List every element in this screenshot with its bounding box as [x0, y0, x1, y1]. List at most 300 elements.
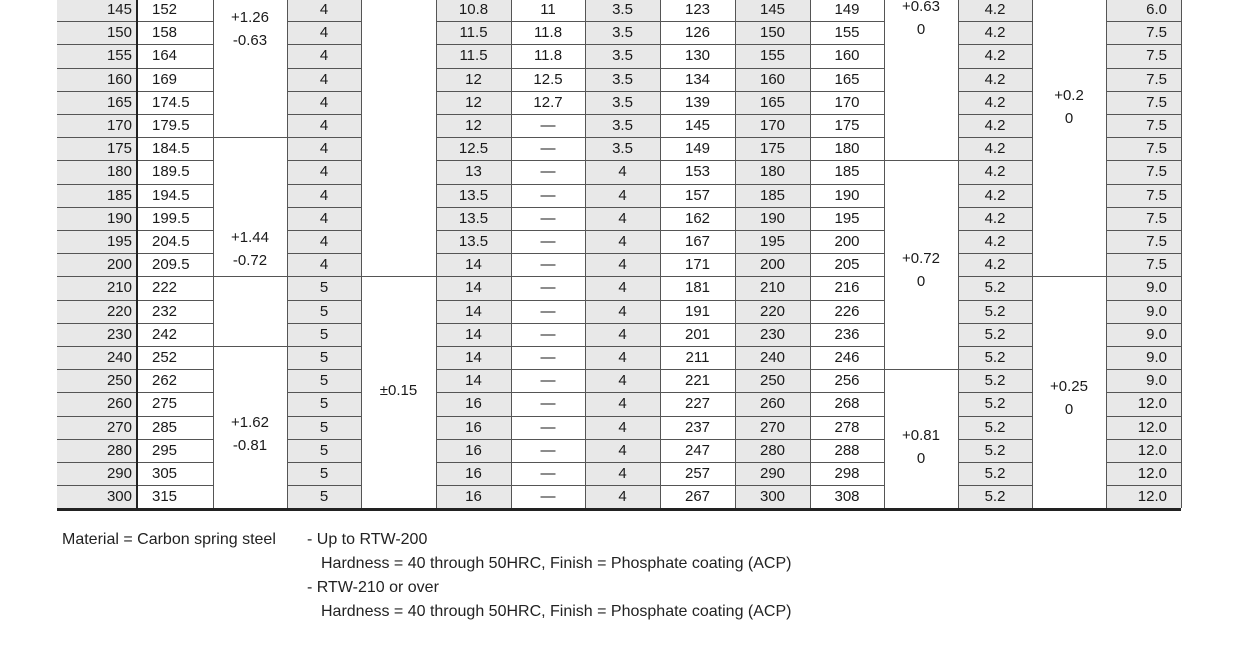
table-cell: 195	[759, 233, 786, 250]
table-cell: 288	[834, 441, 860, 459]
row-rule	[511, 230, 585, 231]
table-cell: 195	[106, 233, 132, 250]
table-cell: 11.8	[533, 24, 563, 42]
table-cell: 236	[834, 325, 860, 343]
row-rule	[137, 276, 213, 277]
table-cell: 170	[106, 117, 132, 134]
row-rule	[1106, 416, 1181, 417]
table-cell: 170	[759, 117, 786, 134]
table-cell: 7.5	[1146, 163, 1167, 181]
table-cell: 184.5	[152, 140, 190, 158]
table-cell: 149	[834, 1, 860, 18]
row-rule	[958, 253, 1032, 254]
table-cell: 305	[152, 465, 178, 482]
row-rule	[137, 21, 213, 22]
table-cell: 5	[319, 488, 329, 506]
table-cell: 14	[465, 349, 482, 366]
table-cell: 242	[152, 325, 178, 343]
row-rule	[810, 439, 884, 440]
table-cell: 3.5	[612, 47, 633, 65]
table-cell: 4	[618, 441, 627, 459]
row-rule	[810, 485, 884, 486]
row-rule	[57, 369, 137, 370]
row-rule	[735, 300, 810, 301]
row-rule	[436, 439, 511, 440]
row-rule	[660, 276, 735, 277]
row-rule	[436, 346, 511, 347]
tolerance-groove-lower: 0	[916, 450, 926, 467]
table-cell: 190	[834, 186, 860, 204]
table-cell: 268	[834, 395, 860, 413]
row-rule	[660, 485, 735, 486]
table-cell: 12	[465, 117, 482, 134]
row-rule	[57, 439, 137, 440]
row-rule	[958, 369, 1032, 370]
row-rule	[511, 114, 585, 115]
table-cell: 237	[684, 418, 711, 436]
table-cell: 194.5	[152, 186, 190, 204]
row-rule	[585, 91, 660, 92]
row-rule	[810, 21, 884, 22]
tolerance-groove-upper: +0.63	[902, 0, 940, 15]
row-rule	[511, 184, 585, 185]
group-rule	[213, 137, 287, 138]
table-cell: 262	[152, 372, 178, 390]
group-rule	[884, 369, 958, 370]
tolerance-groove-lower: 0	[916, 21, 926, 38]
row-rule	[137, 416, 213, 417]
table-cell: 256	[834, 372, 860, 390]
row-rule	[511, 160, 585, 161]
row-rule	[585, 346, 660, 347]
row-rule	[1106, 346, 1181, 347]
row-rule	[660, 68, 735, 69]
row-rule	[1106, 369, 1181, 370]
row-rule	[511, 462, 585, 463]
table-cell: 4.2	[984, 233, 1006, 250]
table-cell: 11.5	[459, 24, 488, 42]
table-cell: 278	[834, 418, 860, 436]
row-rule	[137, 68, 213, 69]
table-cell: 171	[684, 256, 711, 274]
row-rule	[511, 68, 585, 69]
row-rule	[57, 276, 137, 277]
row-rule	[958, 462, 1032, 463]
row-rule	[958, 44, 1032, 45]
table-cell: 4	[618, 163, 627, 181]
row-rule	[585, 184, 660, 185]
row-rule	[810, 300, 884, 301]
table-cell: 12	[465, 70, 482, 88]
row-rule	[57, 184, 137, 185]
row-rule	[436, 462, 511, 463]
table-cell: 14	[465, 325, 482, 343]
table-cell: —	[540, 279, 556, 297]
table-cell: 4.2	[984, 117, 1006, 134]
row-rule	[1106, 392, 1181, 393]
table-cell: 4	[319, 140, 329, 158]
row-rule	[585, 230, 660, 231]
table-cell: 14	[465, 256, 482, 274]
row-rule	[511, 91, 585, 92]
table-cell: 7.5	[1146, 233, 1167, 250]
table-cell: 162	[684, 209, 711, 227]
table-cell: 12.5	[458, 140, 489, 158]
table-cell: 165	[759, 93, 786, 111]
row-rule	[137, 137, 213, 138]
row-rule	[735, 44, 810, 45]
table-cell: 267	[684, 488, 711, 506]
table-cell: 5.2	[984, 465, 1006, 482]
table-cell: 134	[684, 70, 711, 88]
table-cell: 4	[618, 186, 627, 204]
row-rule	[660, 21, 735, 22]
row-rule	[958, 137, 1032, 138]
table-cell: 298	[834, 465, 860, 482]
table-cell: 175	[834, 117, 860, 134]
table-cell: 220	[759, 302, 786, 320]
table-cell: 205	[834, 256, 860, 274]
row-rule	[810, 137, 884, 138]
row-rule	[735, 369, 810, 370]
table-cell: 12.0	[1137, 441, 1167, 459]
group-rule	[884, 160, 958, 161]
table-cell: 4	[319, 24, 329, 42]
table-cell: 167	[684, 233, 711, 250]
table-cell: 4.2	[984, 1, 1006, 18]
row-rule	[958, 392, 1032, 393]
table-cell: —	[540, 465, 556, 482]
row-rule	[1106, 462, 1181, 463]
row-rule	[511, 253, 585, 254]
table-cell: 16	[465, 465, 482, 482]
table-cell: 4	[618, 418, 627, 436]
row-rule	[958, 323, 1032, 324]
row-rule	[660, 184, 735, 185]
row-rule	[137, 392, 213, 393]
row-rule	[287, 300, 361, 301]
table-cell: 4.2	[984, 70, 1006, 88]
table-cell: 280	[106, 441, 132, 459]
table-cell: 190	[106, 209, 132, 227]
table-cell: 240	[106, 349, 132, 366]
row-rule	[511, 392, 585, 393]
table-cell: 179.5	[152, 117, 190, 134]
row-rule	[287, 392, 361, 393]
row-rule	[660, 160, 735, 161]
row-rule	[735, 392, 810, 393]
material-note: Material = Carbon spring steel	[62, 531, 276, 548]
row-rule	[735, 230, 810, 231]
row-rule	[958, 230, 1032, 231]
row-rule	[511, 416, 585, 417]
row-rule	[958, 207, 1032, 208]
row-rule	[57, 21, 137, 22]
row-rule	[57, 346, 137, 347]
row-rule	[436, 21, 511, 22]
row-rule	[1106, 300, 1181, 301]
row-rule	[958, 485, 1032, 486]
row-rule	[585, 462, 660, 463]
row-rule	[585, 323, 660, 324]
row-rule	[1106, 44, 1181, 45]
row-rule	[436, 369, 511, 370]
row-rule	[511, 300, 585, 301]
table-cell: 5.2	[984, 372, 1006, 390]
row-rule	[735, 462, 810, 463]
row-rule	[436, 416, 511, 417]
row-rule	[810, 392, 884, 393]
row-rule	[958, 184, 1032, 185]
row-rule	[660, 253, 735, 254]
table-cell: 126	[684, 24, 711, 42]
table-cell: 13	[465, 163, 482, 181]
table-cell: 145	[106, 1, 132, 18]
row-rule	[436, 137, 511, 138]
table-cell: 247	[684, 441, 711, 459]
table-cell: 165	[834, 70, 860, 88]
row-rule	[1106, 114, 1181, 115]
table-cell: 4	[319, 163, 329, 181]
row-rule	[511, 439, 585, 440]
table-cell: —	[540, 186, 556, 204]
row-rule	[57, 230, 137, 231]
table-cell: 4	[319, 70, 329, 88]
row-rule	[810, 323, 884, 324]
row-rule	[660, 416, 735, 417]
table-cell: 14	[465, 372, 482, 390]
row-rule	[735, 68, 810, 69]
tolerance-d-upper: +1.62	[231, 414, 269, 431]
row-rule	[137, 300, 213, 301]
table-cell: 5.2	[984, 488, 1006, 506]
table-cell: 13.5	[458, 233, 489, 250]
table-cell: 260	[759, 395, 786, 413]
table-cell: 9.0	[1146, 372, 1167, 390]
table-cell: 3.5	[612, 117, 633, 134]
note-range-2: - RTW-210 or over	[307, 579, 439, 596]
table-cell: 169	[152, 70, 178, 88]
row-rule	[137, 44, 213, 45]
row-rule	[810, 44, 884, 45]
row-rule	[735, 276, 810, 277]
row-rule	[57, 44, 137, 45]
table-cell: 5.2	[984, 395, 1006, 413]
table-cell: 240	[759, 349, 786, 366]
table-cell: 175	[106, 140, 132, 158]
note-detail-2: Hardness = 40 through 50HRC, Finish = Phosphate coating (ACP)	[321, 603, 792, 620]
table-cell: 14	[465, 302, 482, 320]
row-rule	[810, 462, 884, 463]
row-rule	[57, 160, 137, 161]
row-rule	[287, 44, 361, 45]
table-cell: 7.5	[1146, 117, 1167, 134]
column-rule	[136, 0, 138, 508]
tolerance-d-lower: -0.81	[232, 437, 268, 454]
table-cell: —	[540, 395, 556, 413]
table-cell: 9.0	[1146, 325, 1167, 343]
table-cell: 145	[759, 1, 786, 18]
row-rule	[660, 392, 735, 393]
table-cell: —	[540, 349, 556, 366]
table-cell: 155	[759, 47, 786, 65]
row-rule	[585, 44, 660, 45]
table-cell: 16	[465, 395, 482, 413]
table-cell: 4.2	[984, 256, 1006, 274]
table-cell: 200	[106, 256, 132, 274]
group-rule	[213, 346, 287, 347]
table-cell: 7.5	[1146, 186, 1167, 204]
table-cell: 210	[759, 279, 786, 297]
note-range-1: - Up to RTW-200	[307, 531, 428, 548]
tolerance-d-upper: +1.26	[231, 9, 269, 26]
table-cell: 4.2	[984, 93, 1006, 111]
table-cell: 16	[465, 441, 482, 459]
row-rule	[660, 346, 735, 347]
row-rule	[57, 485, 137, 486]
row-rule	[1106, 160, 1181, 161]
table-cell: 5.2	[984, 325, 1006, 343]
table-cell: —	[540, 163, 556, 181]
table-cell: 211	[685, 349, 710, 366]
row-rule	[511, 276, 585, 277]
table-cell: 4	[319, 256, 329, 274]
table-cell: 4	[319, 233, 329, 250]
table-cell: 250	[759, 372, 786, 390]
row-rule	[287, 91, 361, 92]
row-rule	[660, 230, 735, 231]
table-cell: 232	[152, 302, 178, 320]
row-rule	[287, 137, 361, 138]
table-cell: 130	[684, 47, 711, 65]
table-bottom-rule	[57, 508, 1181, 511]
table-cell: 11.5	[459, 47, 488, 65]
table-cell: 257	[684, 465, 711, 482]
row-rule	[287, 276, 361, 277]
row-rule	[735, 439, 810, 440]
tolerance-d-upper: +1.44	[231, 229, 269, 246]
table-cell: 200	[834, 233, 860, 250]
row-rule	[1106, 323, 1181, 324]
table-cell: 14	[465, 279, 482, 297]
row-rule	[660, 462, 735, 463]
table-cell: 4.2	[984, 24, 1006, 42]
table-cell: 227	[684, 395, 711, 413]
table-cell: —	[540, 325, 556, 343]
table-cell: 5	[319, 325, 329, 343]
table-cell: 7.5	[1146, 140, 1167, 158]
row-rule	[735, 485, 810, 486]
row-rule	[585, 160, 660, 161]
row-rule	[137, 439, 213, 440]
table-cell: —	[540, 488, 556, 506]
table-cell: 230	[106, 325, 132, 343]
table-cell: 150	[759, 24, 786, 42]
row-rule	[137, 207, 213, 208]
table-cell: 5	[319, 465, 329, 482]
row-rule	[137, 485, 213, 486]
table-cell: 4	[618, 349, 627, 366]
table-cell: 4.2	[984, 47, 1006, 65]
table-cell: 210	[106, 279, 132, 297]
row-rule	[958, 276, 1032, 277]
table-cell: 4	[618, 395, 627, 413]
table-cell: 315	[152, 488, 178, 506]
table-cell: 270	[106, 418, 132, 436]
row-rule	[287, 253, 361, 254]
row-rule	[287, 230, 361, 231]
table-cell: 199.5	[152, 209, 190, 227]
table-cell: 4	[319, 117, 329, 134]
table-cell: 13.5	[458, 209, 489, 227]
table-cell: 160	[834, 47, 860, 65]
tolerance-width-upper: +0.2	[1054, 87, 1084, 104]
table-cell: 290	[106, 465, 132, 482]
table-cell: 191	[684, 302, 711, 320]
tolerance-width-lower: 0	[1064, 401, 1074, 418]
table-cell: 5.2	[984, 418, 1006, 436]
table-cell: 6.0	[1146, 1, 1167, 18]
row-rule	[735, 91, 810, 92]
table-cell: 200	[759, 256, 786, 274]
table-cell: —	[540, 256, 556, 274]
column-rule	[1181, 0, 1182, 508]
row-rule	[287, 207, 361, 208]
table-cell: 157	[684, 186, 711, 204]
row-rule	[137, 160, 213, 161]
table-cell: 260	[106, 395, 132, 413]
row-rule	[436, 485, 511, 486]
table-cell: 246	[834, 349, 860, 366]
table-cell: 12.7	[533, 93, 563, 111]
row-rule	[958, 114, 1032, 115]
row-rule	[810, 346, 884, 347]
table-cell: —	[540, 418, 556, 436]
row-rule	[735, 253, 810, 254]
table-cell: 175	[759, 140, 786, 158]
row-rule	[436, 114, 511, 115]
row-rule	[1106, 207, 1181, 208]
row-rule	[585, 300, 660, 301]
row-rule	[436, 68, 511, 69]
table-cell: 155	[106, 47, 132, 65]
table-cell: 185	[834, 163, 860, 181]
group-rule	[1032, 276, 1106, 277]
table-cell: 4.2	[984, 163, 1006, 181]
table-cell: 3.5	[612, 93, 633, 111]
table-cell: 4	[618, 256, 627, 274]
row-rule	[735, 137, 810, 138]
row-rule	[585, 392, 660, 393]
table-cell: 4	[618, 279, 627, 297]
table-cell: 11	[540, 1, 556, 18]
table-cell: 152	[152, 1, 178, 18]
table-cell: 5	[319, 349, 329, 366]
row-rule	[137, 462, 213, 463]
table-cell: —	[540, 372, 556, 390]
row-rule	[810, 114, 884, 115]
table-cell: 149	[684, 140, 711, 158]
row-rule	[57, 207, 137, 208]
row-rule	[958, 300, 1032, 301]
table-cell: 12	[465, 93, 482, 111]
row-rule	[1106, 230, 1181, 231]
row-rule	[958, 346, 1032, 347]
row-rule	[436, 300, 511, 301]
table-cell: 216	[834, 279, 860, 297]
table-cell: 123	[684, 1, 711, 18]
table-cell: 280	[759, 441, 786, 459]
